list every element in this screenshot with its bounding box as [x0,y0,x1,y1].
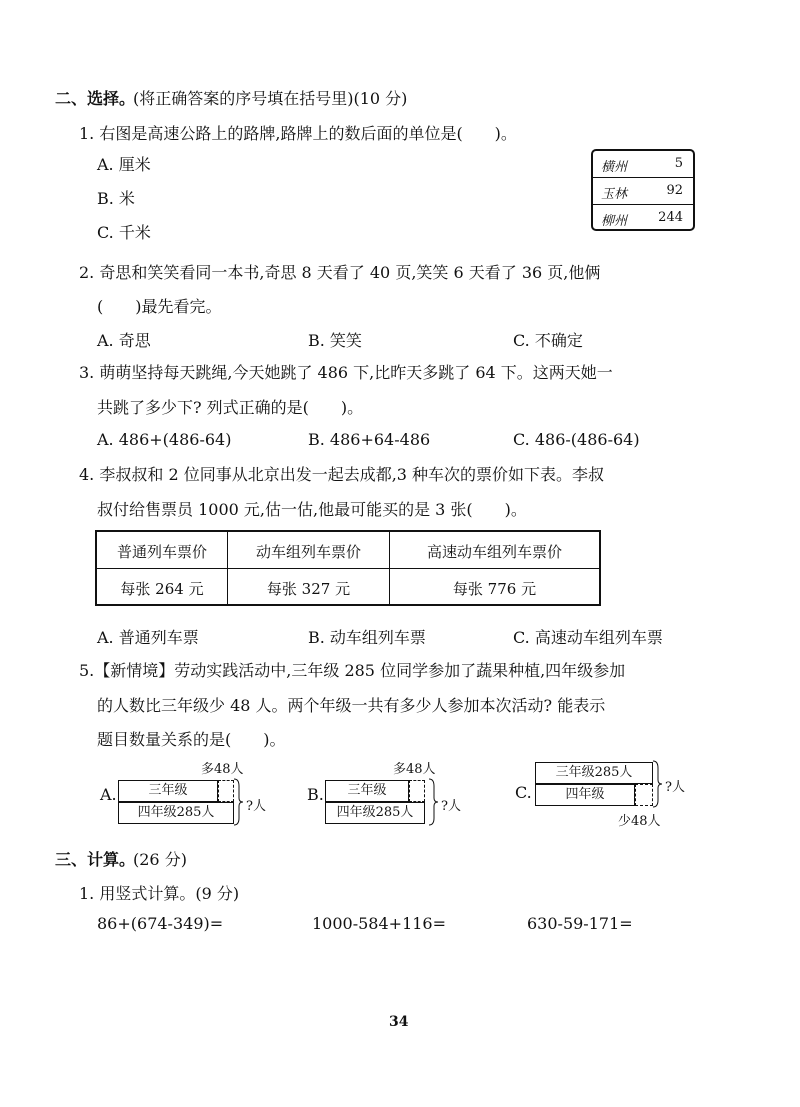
table-divider [97,568,599,569]
q5-line2: 的人数比三年级少 48 人。两个年级一共有多少人参加本次活动? 能表示 [97,696,606,715]
q3-line1: 3. 萌萌坚持每天跳绳,今天她跳了 486 下,比昨天多跳了 64 下。这两天她一 [79,363,613,382]
diagram-c-brace [651,760,663,808]
diagram-b-top-bar: 三年级 [325,780,409,802]
section2-note: (将正确答案的序号填在括号里)(10 分) [133,89,408,108]
sign-city: 玉林 [601,187,628,202]
q2-option-c[interactable]: C. 不确定 [513,331,583,350]
section2-title: 二、选择。 [55,89,136,108]
table-cell: 每张 264 元 [120,580,204,598]
diagram-c-top-bar: 三年级285人 [535,762,653,784]
q2-line2: ( )最先看完。 [97,297,222,316]
q3-option-b[interactable]: B. 486+64-486 [308,430,431,449]
sign-row [593,178,693,204]
q4-line2: 叔付给售票员 1000 元,估一估,他最可能买的是 3 张( )。 [97,500,527,519]
sign-distance: 5 [674,156,683,171]
diagram-a-bottom-bar: 四年级285人 [118,802,234,824]
diagram-c-bottom-bar: 四年级 [535,784,635,806]
q1-stem: 1. 右图是高速公路上的路牌,路牌上的数后面的单位是( )。 [79,124,517,143]
road-sign [591,149,695,231]
section3-title: 三、计算。 [55,850,136,869]
diagram-b-dashed-segment [409,780,425,802]
sign-distance: 244 [658,210,683,225]
q4-option-a[interactable]: A. 普通列车票 [97,628,199,647]
table-cell: 每张 776 元 [452,580,537,598]
diagram-a-brace [232,778,244,826]
section3-sub1: 1. 用竖式计算。(9 分) [79,884,240,903]
calc-expression-1: 86+(674-349)= [97,914,224,933]
sign-city: 柳州 [601,214,628,229]
diagram-b-total: ?人 [441,799,461,814]
table-header: 动车组列车票价 [255,543,361,561]
diagram-a-top-bar: 三年级 [118,780,218,802]
q2-option-b[interactable]: B. 笑笑 [308,331,362,350]
sign-row [593,205,693,231]
sign-city: 横州 [601,160,628,175]
q5-line3: 题目数量关系的是( )。 [97,730,286,749]
calc-expression-3: 630-59-171= [527,914,633,933]
diagram-a-label: A. [100,785,117,804]
q2-line1: 2. 奇思和笑笑看同一本书,奇思 8 天看了 40 页,笑笑 6 天看了 36 页,他俩 [79,263,601,282]
q1-option-b[interactable]: B. 米 [97,189,135,208]
q4-option-b[interactable]: B. 动车组列车票 [308,628,426,647]
sign-row [593,151,693,177]
diagram-b-label: B. [307,785,324,804]
table-header: 高速动车组列车票价 [426,543,562,561]
diagram-b-brace [427,778,439,826]
diagram-b-extra: 多48人 [393,762,436,777]
diagram-a-total: ?人 [246,799,266,814]
q3-option-a[interactable]: A. 486+(486-64) [97,430,232,449]
q1-option-a[interactable]: A. 厘米 [97,155,151,174]
sign-distance: 92 [666,183,683,198]
q1-option-c[interactable]: C. 千米 [97,223,151,242]
diagram-c-extra: 少48人 [618,814,661,829]
diagram-c-total: ?人 [665,780,685,795]
q5-line1: 5.【新情境】劳动实践活动中,三年级 285 位同学参加了蔬果种植,四年级参加 [79,661,626,680]
q4-option-c[interactable]: C. 高速动车组列车票 [513,628,663,647]
section3-note: (26 分) [133,850,187,869]
q3-line2: 共跳了多少下? 列式正确的是( )。 [97,398,364,417]
page-number: 34 [389,1014,409,1030]
diagram-c-label: C. [515,783,532,802]
q2-option-a[interactable]: A. 奇思 [97,331,151,350]
table-header: 普通列车票价 [116,543,207,561]
diagram-b-bottom-bar: 四年级285人 [325,802,425,824]
fare-table [95,530,601,606]
diagram-a-extra: 多48人 [201,762,244,777]
q3-option-c[interactable]: C. 486-(486-64) [513,430,640,449]
calc-expression-2: 1000-584+116= [312,914,447,933]
table-cell: 每张 327 元 [266,580,351,598]
q4-line1: 4. 李叔叔和 2 位同事从北京出发一起去成都,3 种车次的票价如下表。李叔 [79,465,605,484]
